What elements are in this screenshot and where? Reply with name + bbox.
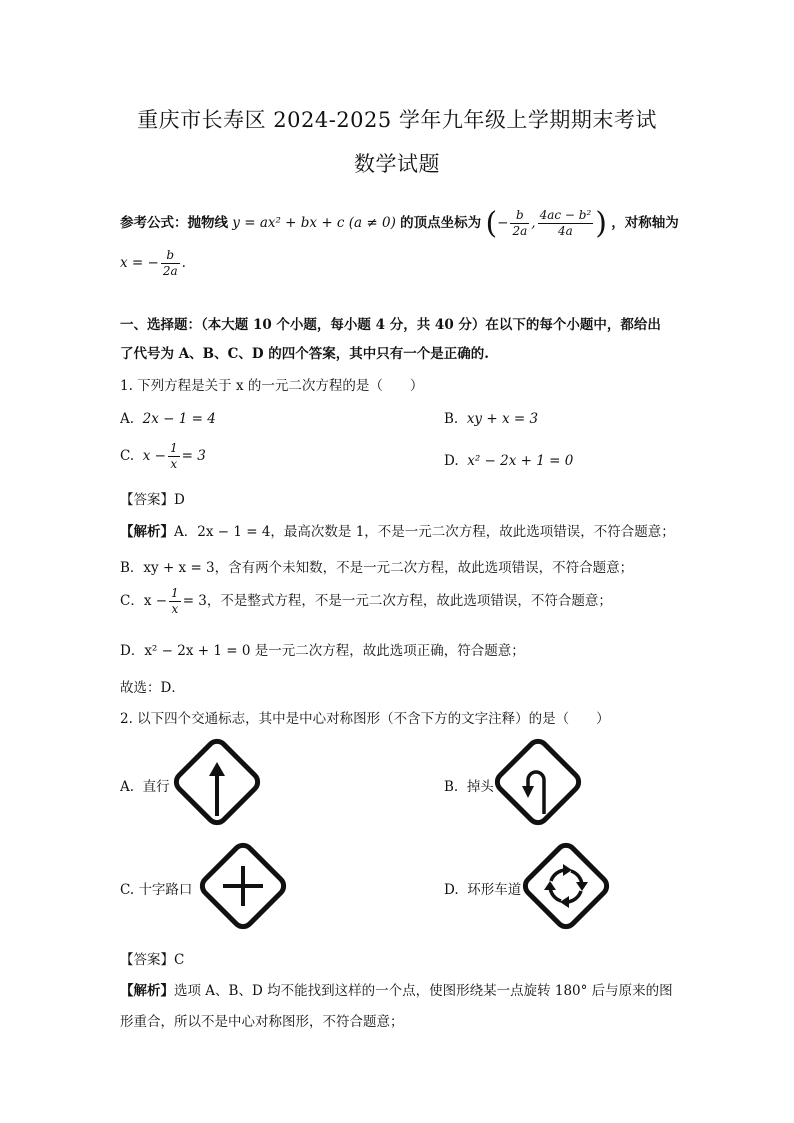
formula-label: 参考公式：抛物线 <box>120 215 228 231</box>
vertex-y-fraction: $\frac{\text{4ac − b²}}{4a}$ <box>539 208 592 238</box>
formula-axis-text: ，对称轴为 <box>611 215 679 231</box>
q1-option-b: B. xy + x = 3 <box>444 411 539 427</box>
q1-stem: 1. 下列方程是关于 x 的一元二次方程的是（ ） <box>120 378 424 394</box>
formula-vertex-text: 的顶点坐标为 <box>400 215 482 231</box>
q2-explanation-line1: 【解析】选项 A、B、D 均不能找到这样的一个点，使图形绕某一点旋转 180° 后与原来的图 <box>120 983 673 999</box>
q1-explanation-c: C．x − $\frac{1}{x}$ = 3，不是整式方程，不是一元二次方程，故此选项错误，不符合题意； <box>120 586 612 616</box>
formula-parabola: y = ax² + bx + c (a ≠ 0) <box>232 215 396 231</box>
q2-answer: 【答案】C <box>120 952 185 968</box>
q1-answer: 【答案】D <box>120 492 185 508</box>
section-heading-line1: 一、选择题：（本大题 10 个小题，每小题 4 分，共 40 分）在以下的每个小题中，都给出 <box>120 317 661 333</box>
axis-formula: x = − $\frac{b}{2a}$ . <box>120 248 186 278</box>
q2-option-a-label: A. 直行 <box>120 779 170 795</box>
q1-choice: 故选：D． <box>120 680 185 696</box>
q1-explanation-a: 【解析】A．2x − 1 = 4，最高次数是 1，不是一元二次方程，故此选项错误，不符合题意； <box>120 524 675 540</box>
q1-option-d: D. x² − 2x + 1 = 0 <box>444 453 574 469</box>
axis-fraction: $\frac{b}{2a}$ <box>162 248 178 278</box>
roundabout-icon <box>543 863 589 909</box>
q1-explanation-b: B．xy + x = 3，含有两个未知数，不是一元二次方程，故此选项错误，不符合题意； <box>120 560 634 576</box>
crossroads-icon <box>219 862 267 910</box>
u-turn-icon <box>518 762 558 818</box>
q2-explanation-line2: 形重合，所以不是中心对称图形，不符合题意； <box>120 1014 404 1030</box>
vertex-x-fraction: $\frac{b}{2a}$ <box>512 208 528 238</box>
page-subtitle: 数学试题 <box>354 152 440 176</box>
straight-arrow-icon <box>197 760 237 820</box>
q2-option-b-label: B. 掉头 <box>444 779 494 795</box>
q1-option-a: A. 2x − 1 = 4 <box>120 411 216 427</box>
page-title: 重庆市长寿区 2024-2025 学年九年级上学期期末考试 <box>137 108 657 132</box>
q2-option-c-label: C. 十字路口 <box>120 882 193 898</box>
q2-option-d-label: D. 环形车道 <box>444 882 522 898</box>
q2-stem: 2. 以下四个交通标志，其中是中心对称图形（不含下方的文字注释）的是（ ） <box>120 711 610 727</box>
section-heading-line2: 了代号为 A、B、C、D 的四个答案，其中只有一个是正确的. <box>120 346 489 362</box>
q1-explanation-d: D．x² − 2x + 1 = 0 是一元二次方程，故此选项正确，符合题意； <box>120 643 525 659</box>
reference-formula: 参考公式：抛物线 y = ax² + bx + c (a ≠ 0) 的顶点坐标为 (− $\frac{b}{2a}$ , $\frac{\text{4ac − b²}}{4a}$ ) ，对称轴为 <box>120 206 679 241</box>
q1-option-c: C. x − $\frac{1}{x}$ = 3 <box>120 441 206 471</box>
